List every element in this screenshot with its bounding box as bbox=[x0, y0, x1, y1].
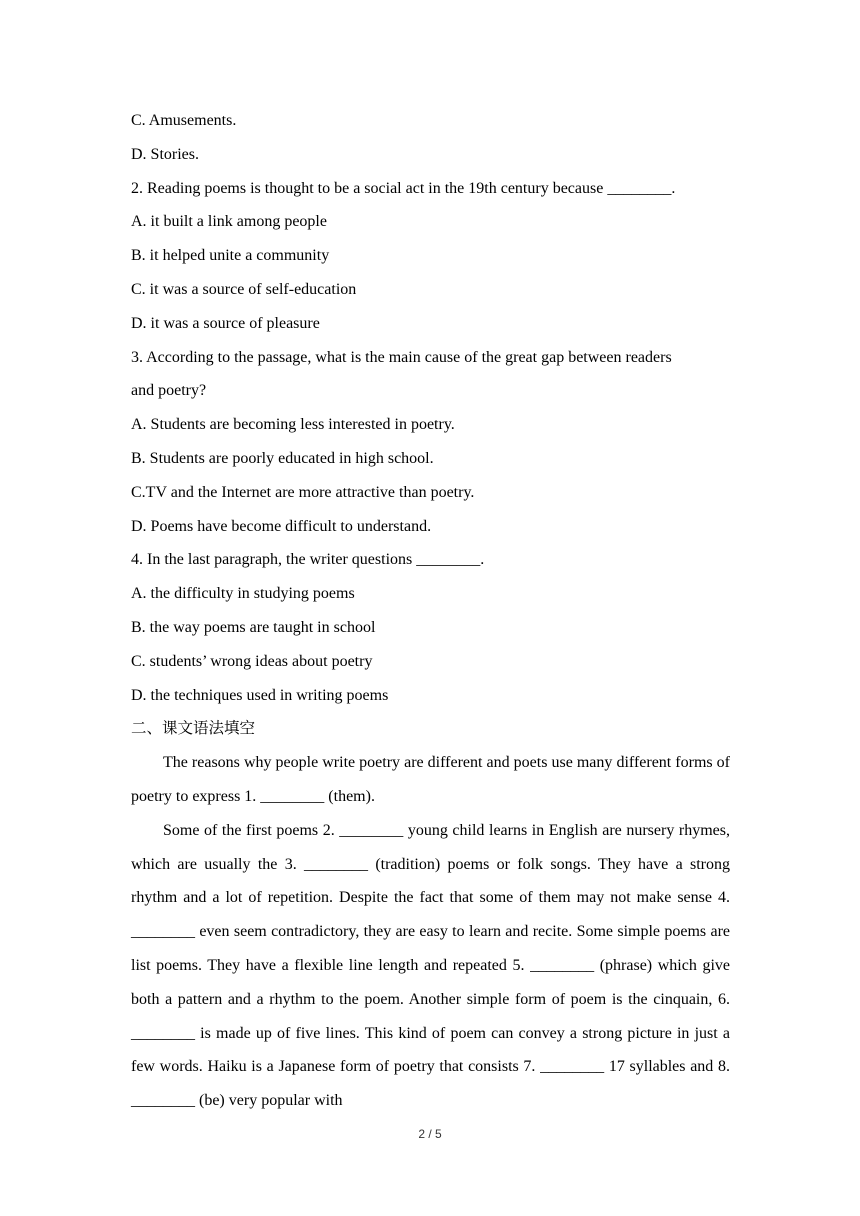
option-line: D. it was a source of pleasure bbox=[131, 314, 320, 332]
page-content bbox=[131, 104, 730, 1118]
option-line: C. it was a source of self-education bbox=[131, 280, 357, 298]
section-heading: 二、课文语法填空 bbox=[131, 719, 256, 738]
option-line: D. Stories. bbox=[131, 145, 199, 163]
option-line: A. the difficulty in studying poems bbox=[131, 585, 355, 603]
question-stem-continued: and poetry? bbox=[131, 382, 207, 400]
option-line: B. the way poems are taught in school bbox=[131, 618, 376, 636]
question-stem: 3. According to the passage, what is the main cause of the great gap between readers bbox=[131, 348, 672, 366]
option-line: C.TV and the Internet are more attractive than poetry. bbox=[131, 483, 475, 501]
option-line: C. students’ wrong ideas about poetry bbox=[131, 652, 373, 670]
question-stem: 2. Reading poems is thought to be a social act in the 19th century because ________. bbox=[131, 179, 676, 197]
option-line: B. Students are poorly educated in high school. bbox=[131, 449, 434, 467]
option-line: B. it helped unite a community bbox=[131, 247, 330, 265]
page-number: 2 / 5 bbox=[418, 1127, 442, 1141]
passage-paragraph: The reasons why people write poetry are different and poets use many different forms of poetry to express 1. ________ (them). bbox=[131, 754, 730, 805]
option-line: A. Students are becoming less interested in poetry. bbox=[131, 416, 455, 434]
question-stem: 4. In the last paragraph, the writer questions ________. bbox=[131, 551, 485, 569]
option-line: D. Poems have become difficult to understand. bbox=[131, 517, 432, 535]
option-line: C. Amusements. bbox=[131, 112, 237, 129]
option-line: A. it built a link among people bbox=[131, 213, 327, 231]
passage-paragraph: Some of the first poems 2. ________ young child learns in English are nursery rhymes, which are usually the 3. ________ (tradition) poems or folk songs. They have a strong rhythm and a lot of repetition. Despite the fact that some of them may not make sense 4. ________ even seem contradictory, they are easy to learn and recite. Some simple poems are list poems. They have a flexible line length and repeated 5. ________ (phrase) which give both a pattern and a rhythm to the poem. Another simple form of poem is the cinquain, 6. ________ is made up of five lines. This kind of poem can convey a strong picture in just a few words. Haiku is a Japanese form of poetry that consists 7. ________ 17 syllables and 8. ________ (be) very popular with bbox=[131, 821, 730, 1110]
option-line: D. the techniques used in writing poems bbox=[131, 686, 389, 704]
